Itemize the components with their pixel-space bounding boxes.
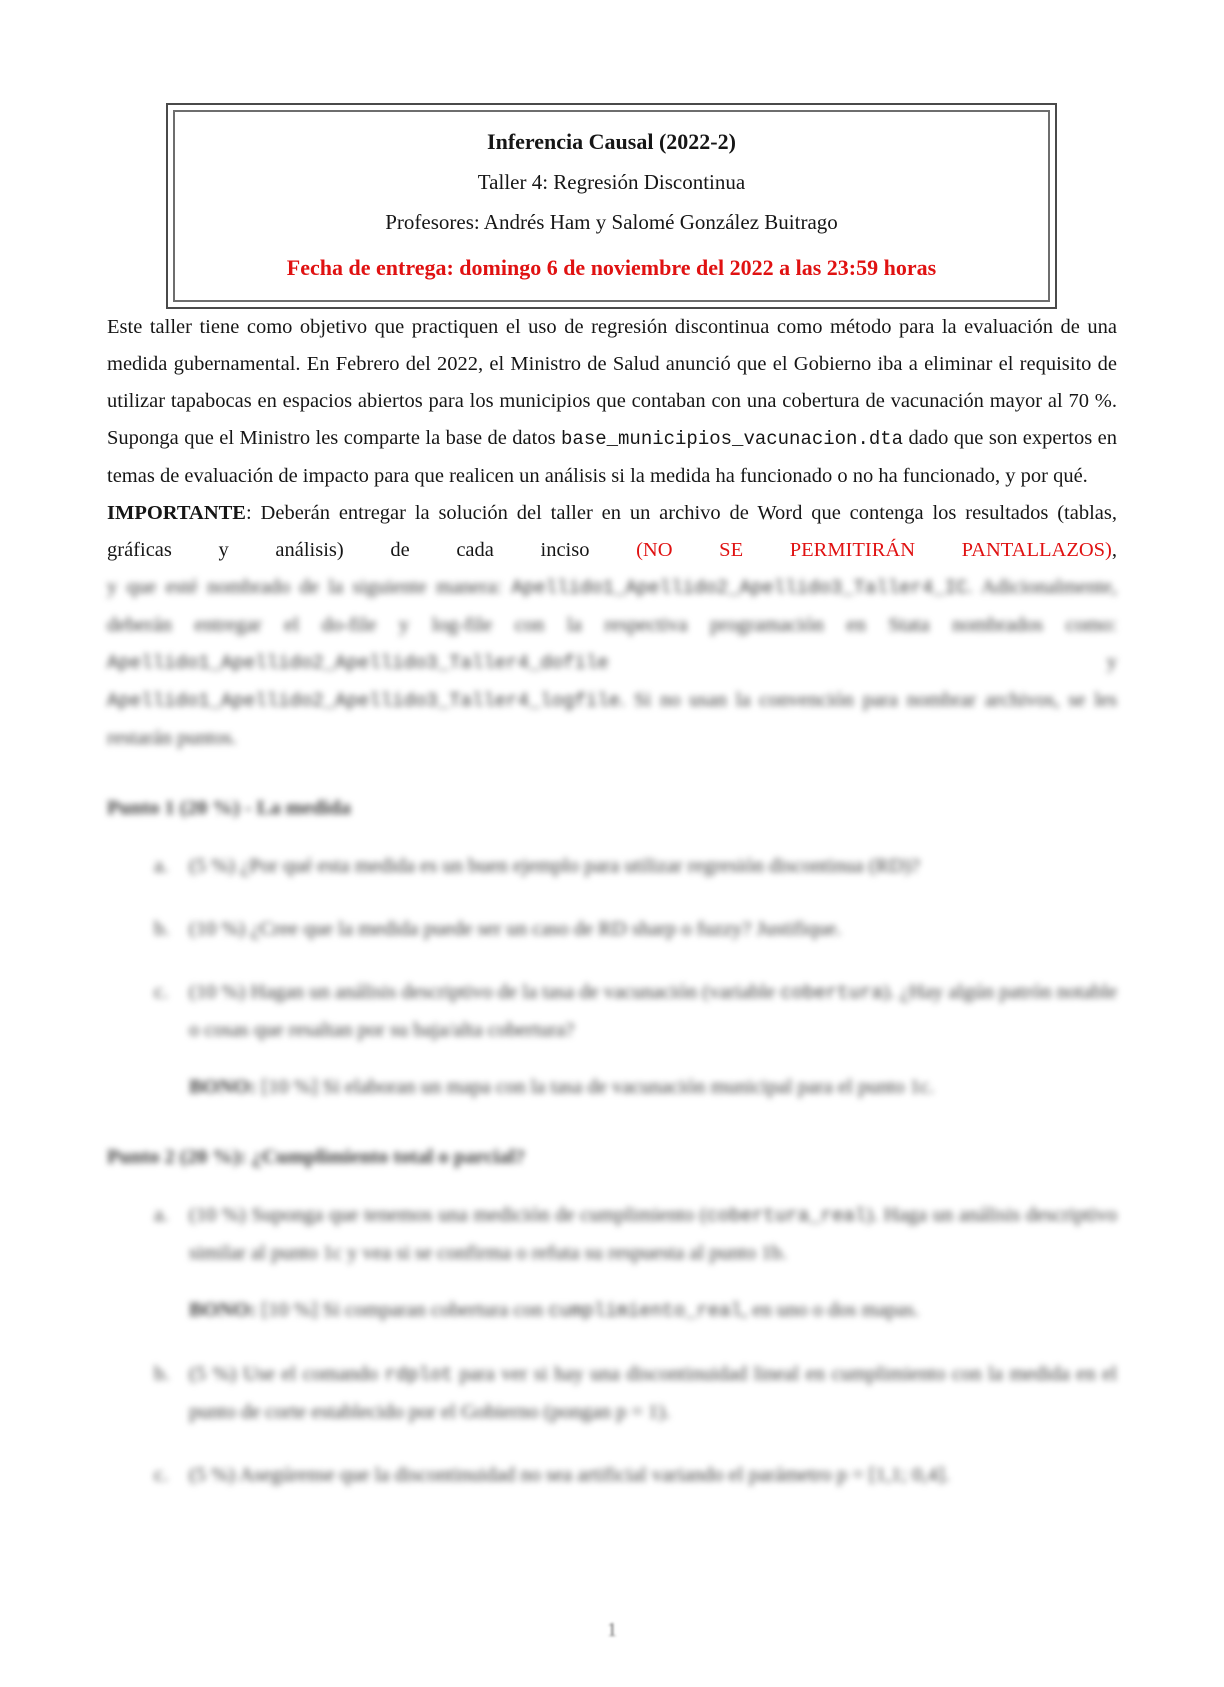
importante-text-1: : Deberán entregar la solución del taller en un archivo de Word que contenga los resultados (tablas, gráficas y análisis) de cada inciso <box>107 502 1117 561</box>
item-1b-label: b. <box>154 918 170 940</box>
item-1a-label: a. <box>154 855 169 877</box>
item-2b-text-2: para ver si hay una discontinuidad lineal en cumplimiento con la medida en el punto de corte establecido por el Gobierno (pongan p = 1). <box>189 1363 1117 1423</box>
blurred-filename-1: Apellido1_Apellido2_Apellido3_Taller4_IC <box>511 577 968 599</box>
bono-1-label: BONO: <box>189 1076 257 1098</box>
item-1c-label: c. <box>154 981 169 1003</box>
bono-2-text-1: [10 %] Si comparan cobertura con <box>256 1299 549 1321</box>
intro-text-2: dado que son expertos en temas de evaluación de impacto para que realicen un análisis si la medida ha funcionado o no ha funcionado, y por qué. <box>107 427 1117 487</box>
bono-1-text: [10 %] Si elaboran un mapa con la tasa de vacunación municipal para el punto 1c. <box>256 1076 935 1098</box>
workshop-title: Taller 4: Regresión Discontinua <box>477 170 746 194</box>
intro-text-1: Este taller tiene como objetivo que practiquen el uso de regresión discontinua como método para la evaluación de una medida gubernamental. En Febrero del 2022, el Ministro de Salud anunció que el Gobierno iba a eliminar el requisito de utilizar tapabocas en espacios abiertos para los municipios que contaban con una cobertura de vacunación mayor al 70 %. Suponga que el Ministro les comparte la base de datos <box>107 316 1117 449</box>
section-1-heading: Punto 1 (20 %) - La medida <box>107 797 351 819</box>
item-2c-label: c. <box>154 1464 169 1486</box>
item-2b <box>107 1356 1117 1431</box>
item-1c-text-1: (10 %) Hagan un análisis descriptivo de la tasa de vacunación (variable <box>189 981 781 1003</box>
item-2b-label: b. <box>154 1363 170 1385</box>
bono-2-label: BONO: <box>189 1299 257 1321</box>
header-box-inner <box>173 110 1050 302</box>
intro-paragraph <box>107 309 1117 495</box>
importante-label: IMPORTANTE <box>107 502 246 524</box>
dataset-filename: base_municipios_vacunacion.dta <box>561 428 904 450</box>
item-1b-text: (10 %) ¿Cree que la medida puede ser un caso de RD sharp o fuzzy? Justifique. <box>189 918 842 940</box>
blurred-text-1: y que esté nombrado de la siguiente manera: <box>107 576 512 598</box>
blurred-filename-3: Apellido1_Apellido2_Apellido3_Taller4_logfile <box>107 690 621 712</box>
item-2a-label: a. <box>154 1204 169 1226</box>
deadline-line: Fecha de entrega: domingo 6 de noviembre del 2022 a las 23:59 horas <box>286 255 937 280</box>
bono-2 <box>107 1292 1117 1330</box>
importante-blurred-continuation <box>107 569 1117 757</box>
item-2a <box>107 1197 1117 1272</box>
blurred-text-3: y <box>608 651 1117 673</box>
bono-1 <box>107 1069 1117 1106</box>
item-1a <box>107 848 1117 885</box>
item-2a-text-2: ). Haga un análisis descriptivo similar al punto 1c y vea si se confirma o refuta su respuesta al punto 1b. <box>189 1204 1117 1264</box>
item-1c-text-2: ). ¿Hay algún patrón notable o cosas que resaltan por su baja/alta cobertura? <box>189 981 1118 1041</box>
header-box <box>166 103 1057 309</box>
document-page <box>0 103 1224 1494</box>
course-title: Inferencia Causal (2022-2) <box>487 129 736 154</box>
importante-text-2: , <box>1111 539 1117 561</box>
item-2c-text: (5 %) Asegúrense que la discontinuidad no sea artificial variando el parámetro p = [1,1; 0,4]. <box>189 1464 950 1486</box>
professors-line: Profesores: Andrés Ham y Salomé González Buitrago <box>385 210 838 234</box>
item-1a-text: (5 %) ¿Por qué esta medida es un buen ejemplo para utilizar regresión discontinua (RD)? <box>189 855 920 877</box>
item-1c-variable: cobertura <box>780 982 883 1004</box>
blurred-text-4: . Si no usan la convención para nombrar archivos, se les restarán puntos. <box>107 689 1117 749</box>
item-2b-command: rdplot <box>384 1364 453 1386</box>
item-2b-text-1: (5 %) Use el comando <box>189 1363 385 1385</box>
page-number: 1 <box>607 1619 617 1641</box>
blurred-text-2: . Adicionalmente, deberán entregar el do-file y log-file con la respectiva programación en Stata nombrados como: <box>107 576 1118 636</box>
bono-2-text-2: , en uno o dos mapas. <box>742 1299 920 1321</box>
item-2a-text-1: (10 %) Suponga que tenemos una medición de cumplimiento ( <box>189 1204 707 1226</box>
item-1c <box>107 974 1117 1049</box>
importante-paragraph <box>107 495 1117 569</box>
item-1b <box>107 911 1117 948</box>
item-2c <box>107 1457 1117 1494</box>
section-2-heading: Punto 2 (20 %): ¿Cumplimiento total o parcial? <box>107 1146 526 1168</box>
item-2a-variable: cobertura_real <box>706 1205 867 1227</box>
blurred-filename-2: Apellido1_Apellido2_Apellido3_Taller4_dofile <box>107 652 609 674</box>
bono-2-variable: cumplimiento_real <box>548 1300 743 1322</box>
no-screenshots-warning: (NO SE PERMITIRÁN PANTALLAZOS) <box>636 539 1112 561</box>
